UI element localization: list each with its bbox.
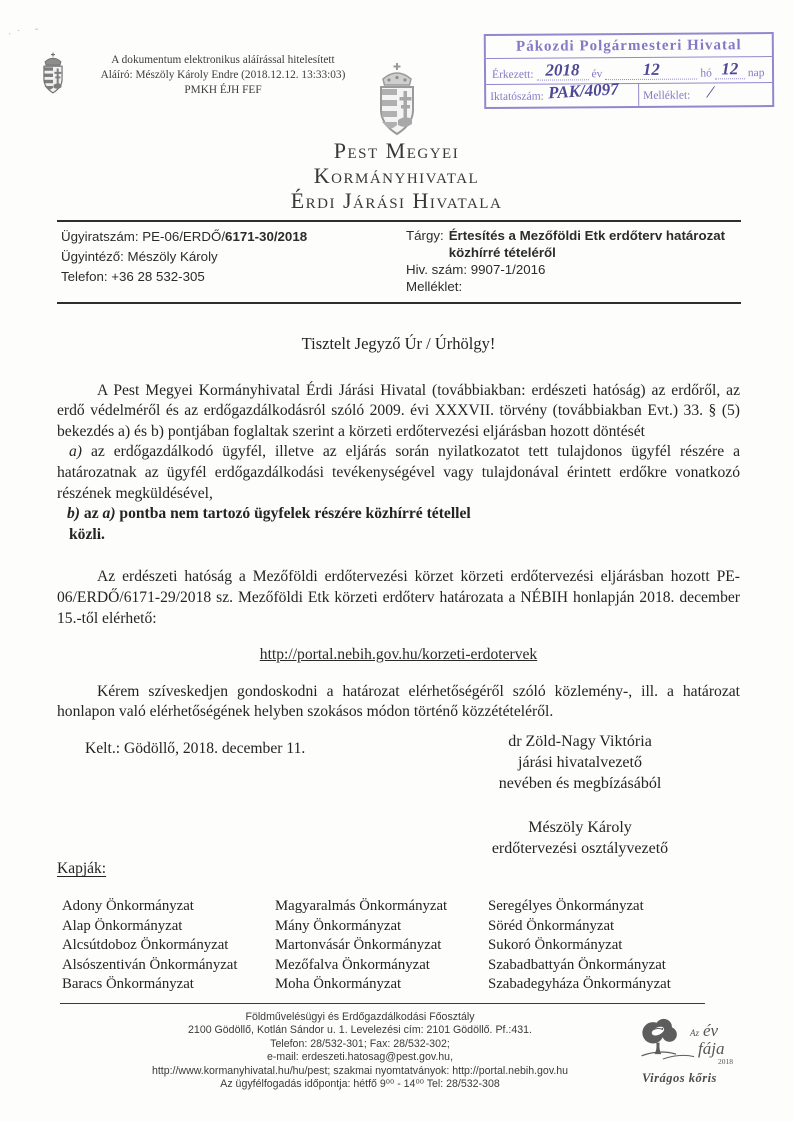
logo-wordmark	[690, 1022, 733, 1066]
list-item: Moha Önkormányzat	[275, 976, 402, 993]
subject-value: Értesítés a Mezőföldi Etk erdőterv határozat közhírré tételéről	[448, 228, 726, 260]
org-line3: Érdi Járási Hivatala	[290, 188, 503, 213]
list-item: Baracs Önkormányzat	[62, 976, 194, 993]
item-b: b) az a) pontba nem tartozó ügyfelek részére közhírré tétellel	[67, 505, 471, 523]
recipients-column-1	[62, 897, 275, 995]
signature-authority-line: nevében és megbízásából	[498, 775, 662, 792]
footer-email: e-mail: erdeszeti.hatosag@pest.gov.hu,	[266, 1051, 454, 1064]
item-b-close: közli.	[69, 525, 105, 543]
organization-title	[0, 138, 793, 213]
footer-phone-fax: Telefon: 28/532-301; Fax: 28/532-302;	[270, 1037, 450, 1050]
tree-of-the-year-logo	[638, 1018, 768, 1086]
list-item: Mány Önkormányzat	[275, 917, 402, 934]
stamp-office-title: Pákozdi Polgármesteri Hivatal	[486, 34, 772, 59]
reference-number-line: Hiv. szám: 9907-1/2016	[406, 262, 546, 277]
list-item: Mezőfalva Önkormányzat	[275, 956, 430, 973]
stamp-year-dotted-field	[536, 60, 588, 80]
list-item: Sukoró Önkormányzat	[488, 937, 623, 954]
esignature-block	[38, 52, 368, 99]
list-item: Alap Önkormányzat	[62, 917, 183, 934]
letter-body	[57, 334, 740, 760]
case-number-line: Ügyiratszám: PE-06/ERDŐ/6171-30/2018	[61, 229, 308, 244]
stamp-regnum-cell	[486, 79, 639, 107]
list-item: Alcsútdoboz Önkormányzat	[62, 937, 229, 954]
stamp-day-dotted-field	[715, 59, 745, 79]
nebih-decision-link[interactable]: http://portal.nebih.gov.hu/korzeti-erdotervek	[259, 646, 538, 664]
signature-block	[430, 731, 730, 859]
signatory-title-2: erdőtervezési osztályvezető	[491, 840, 669, 857]
list-item: Martonvásár Önkormányzat	[275, 937, 442, 954]
officer-line: Ügyintéző: Mészöly Károly	[61, 249, 218, 264]
list-item: Adony Önkormányzat	[62, 898, 194, 914]
reference-left-column	[57, 227, 406, 295]
stamp-day-handwritten: 12	[721, 59, 739, 79]
attachment-line: Melléklet:	[406, 279, 463, 294]
footer-contact-block	[95, 1011, 625, 1091]
recipients-column-3	[488, 897, 671, 995]
list-item: Szabadbattyán Önkormányzat	[488, 956, 666, 973]
footer-websites: http://www.kormanyhivatal.hu/hu/pest; szakmai nyomtatványok: http://portal.nebih.gov.hu	[151, 1064, 569, 1077]
list-item: Alsószentiván Önkormányzat	[62, 956, 238, 973]
stamp-received-row	[486, 57, 772, 85]
scan-artifact: ·˙ ˜	[7, 26, 45, 41]
tree-icon	[638, 1018, 696, 1069]
stamp-month-handwritten: 12	[642, 59, 660, 79]
signatory-title-1: járási hivatalvezető	[518, 754, 642, 771]
item-b-a-reference: a)	[102, 505, 116, 523]
list-item: Magyaralmás Önkormányzat	[275, 898, 448, 914]
phone-line: Telefon: +36 28 532-305	[61, 269, 205, 284]
list-item: Söréd Önkormányzat	[488, 917, 615, 934]
org-line1: Pest Megyei	[333, 138, 460, 163]
footer-divider	[60, 1003, 705, 1004]
stamp-attachment-handwritten: ∕	[708, 82, 712, 102]
footer-department: Földművelésügyi és Erdőgazdálkodási Főosztály	[245, 1011, 475, 1023]
stamp-attachment-label: Melléklet:	[643, 89, 691, 102]
logo-text-ev: év	[703, 1021, 719, 1040]
signatory-name-2: Mészöly Károly	[528, 819, 632, 836]
paragraph-1: A Pest Megyei Kormányhivatal Érdi Járási Hivatal (továbbiakban: erdészeti hatóság) az erdőről, az erdő védelméről és az erdőgazdálkodásról szóló 2009. évi XXXVII. törvény (továbbiakban Evt.) 33. § (5) bekezdés a) és b) pontjában foglaltak szerint a körzeti erdőtervezési eljárásban hozott döntését	[57, 381, 740, 440]
signatory-name-1: dr Zöld-Nagy Viktória	[508, 733, 652, 750]
list-item: Szabadegyháza Önkormányzat	[488, 976, 671, 993]
item-a-marker: a)	[69, 443, 82, 461]
subject-line	[406, 227, 741, 261]
esign-line1: A dokumentum elektronikus aláírással hitelesített	[111, 54, 335, 66]
stamp-regnum-label: Iktatószám:	[490, 90, 544, 103]
reference-block	[57, 220, 741, 304]
dateline: Kelt.: Gödöllő, 2018. december 11.	[85, 739, 306, 757]
stamp-day-label: nap	[747, 67, 765, 80]
logo-text-year: 2018	[718, 1057, 733, 1066]
recipients-list	[62, 897, 762, 995]
recipients-column-2	[275, 897, 488, 995]
paragraph-3: Kérem szíveskedjen gondoskodni a határozat elérhetőségéről szóló közlemény-, ill. a határozat honlapon való elérhetőségének helyben szokásos módon történő közzétételéről.	[57, 682, 740, 721]
salutation: Tisztelt Jegyző Úr / Úrhölgy!	[301, 334, 496, 353]
decision-link-line	[57, 645, 740, 666]
item-b-marker: b)	[67, 505, 80, 523]
logo-caption: Virágos kőris	[642, 1071, 717, 1085]
stamp-attachment-cell	[639, 83, 772, 106]
hungarian-coat-of-arms-small-icon	[38, 52, 68, 99]
footer-address: 2100 Gödöllő, Kotlán Sándor u. 1. Levelezési cím: 2101 Gödöllő. Pf.:431.	[188, 1024, 532, 1037]
esign-line2: Aláíró: Mészöly Károly Endre (2018.12.12. 13:33:03)	[100, 69, 346, 81]
stamp-year-label: év	[591, 68, 603, 81]
hungarian-coat-of-arms-icon	[371, 62, 423, 141]
list-item: Seregélyes Önkormányzat	[488, 898, 644, 914]
case-number-bold: 6171-30/2018	[225, 229, 308, 244]
item-a: a) az erdőgazdálkodó ügyfél, illetve az eljárás során nyilatkozatot tett tulajdonos ügyfél részére a határozatnak az ügyfél erdőgazdálkodási tevékenységével vagy tulajdonával érintett erdőkre vonatkozó részének megküldésével,	[57, 443, 740, 502]
org-line2: Kormányhivatal	[313, 163, 480, 188]
logo-text-az: Az	[690, 1028, 699, 1038]
footer-office-hours: Az ügyfélfogadás időpontja: hétfő 9⁰⁰ - 14⁰⁰ Tel: 28/532-308	[220, 1078, 500, 1091]
receipt-stamp	[484, 32, 775, 109]
esign-line3: PMKH ÉJH FEF	[184, 84, 262, 96]
recipients-heading: Kapják:	[57, 860, 107, 877]
stamp-year-handwritten: 2018	[545, 60, 580, 80]
stamp-month-label: hó	[700, 67, 712, 80]
stamp-bottom-row	[486, 79, 772, 107]
stamp-regnum-handwritten: PAK/4097	[547, 79, 620, 103]
reference-right-column	[406, 227, 741, 295]
subject-label: Tárgy:	[406, 228, 444, 243]
stamp-month-dotted-field	[605, 59, 697, 81]
stamp-received-label: Érkezett:	[491, 68, 534, 81]
logo-text-faja: fája	[698, 1039, 725, 1058]
paragraph-2: Az erdészeti hatóság a Mezőföldi erdőtervezési körzet körzeti erdőtervezési eljárásban hozott PE-06/ERDŐ/6171-29/2018 sz. Mezőföldi Etk körzeti erdőterv határozata a NÉBIH honlapján 2018. december 15.-től elérhető:	[57, 568, 740, 627]
